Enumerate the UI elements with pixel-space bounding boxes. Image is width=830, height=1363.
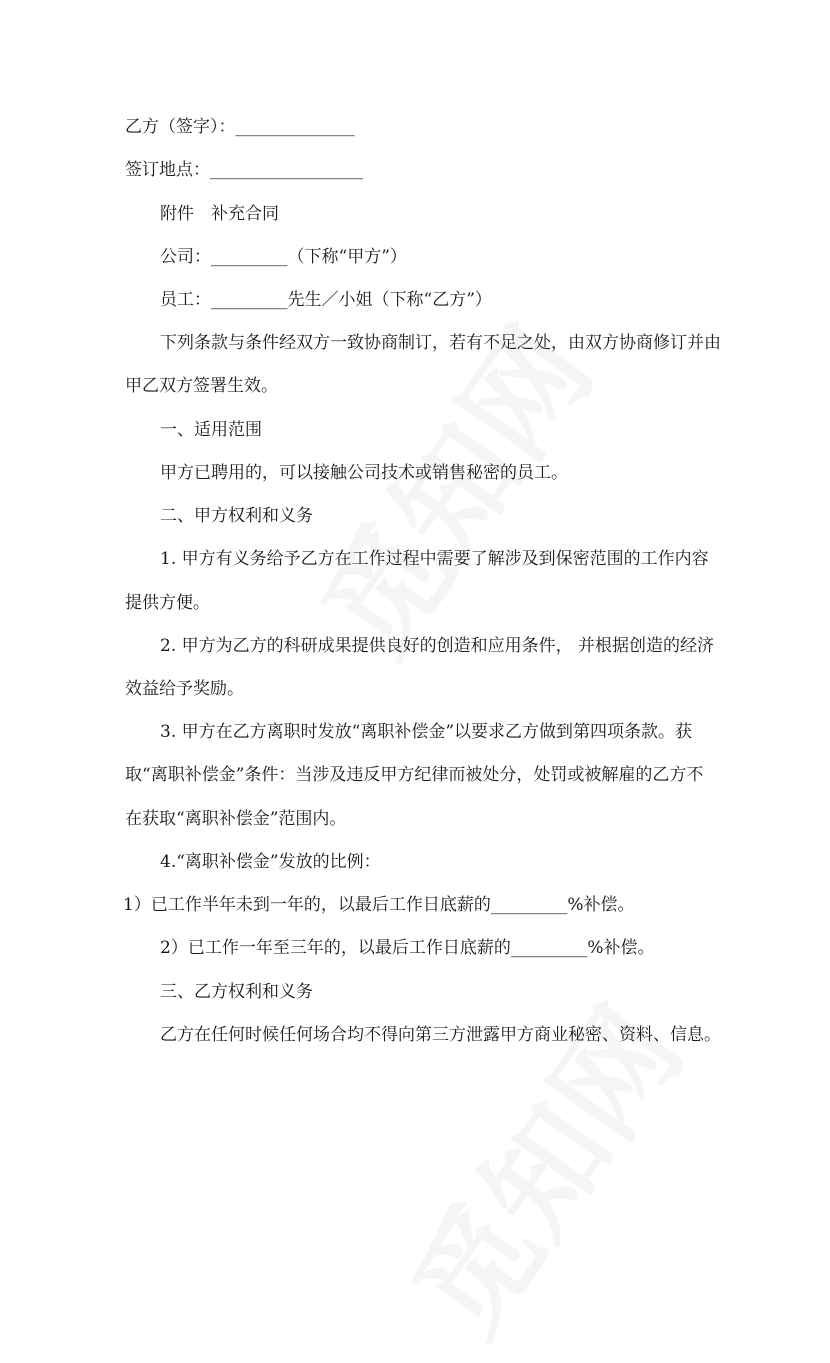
item-3-line-1: 3. 甲方在乙方离职时发放“离职补偿金”以要求乙方做到第四项条款。获 [160, 722, 693, 742]
intro-paragraph-line-2: 甲乙双方签署生效。 [125, 376, 278, 396]
item-3-line-3: 在获取“离职补偿金”范围内。 [125, 809, 347, 829]
item-1-line-1: 1. 甲方有义务给予乙方在工作过程中需要了解涉及到保密范围的工作内容 [160, 549, 709, 569]
attachment-title: 附件 补充合同 [160, 204, 279, 224]
ratio-1-line: 1）已工作半年未到一年的，以最后工作日底薪的_________%补偿。 [123, 895, 635, 915]
section-3-body: 乙方在任何时候任何场合均不得向第三方泄露甲方商业秘密、资料、信息。 [160, 1025, 721, 1045]
item-2-line-2: 效益给予奖励。 [125, 679, 244, 699]
item-2-line-1: 2. 甲方为乙方的科研成果提供良好的创造和应用条件， 并根据创造的经济 [160, 636, 715, 656]
company-line: 公司：_________（下称“甲方”） [160, 247, 407, 267]
intro-paragraph-line-1: 下列条款与条件经双方一致协商制订，若有不足之处，由双方协商修订并由 [160, 333, 721, 353]
section-2-title: 二、甲方权利和义务 [160, 506, 313, 526]
section-1-body: 甲方已聘用的，可以接触公司技术或销售秘密的员工。 [160, 463, 568, 483]
section-1-title: 一、适用范围 [160, 420, 262, 440]
signing-place-line: 签订地点：__________________ [125, 160, 363, 180]
employee-line: 员工：_________先生／小姐（下称“乙方”） [160, 290, 492, 310]
party-b-signature-line: 乙方（签字）：______________ [125, 117, 355, 137]
item-4-title: 4.“离职补偿金”发放的比例： [160, 852, 381, 872]
item-3-line-2: 取“离职补偿金”条件：当涉及违反甲方纪律而被处分，处罚或被解雇的乙方不 [125, 765, 704, 785]
ratio-2-line: 2）已工作一年至三年的，以最后工作日底薪的_________%补偿。 [160, 938, 655, 958]
section-3-title: 三、乙方权利和义务 [160, 982, 313, 1002]
item-1-line-2: 提供方便。 [125, 593, 210, 613]
